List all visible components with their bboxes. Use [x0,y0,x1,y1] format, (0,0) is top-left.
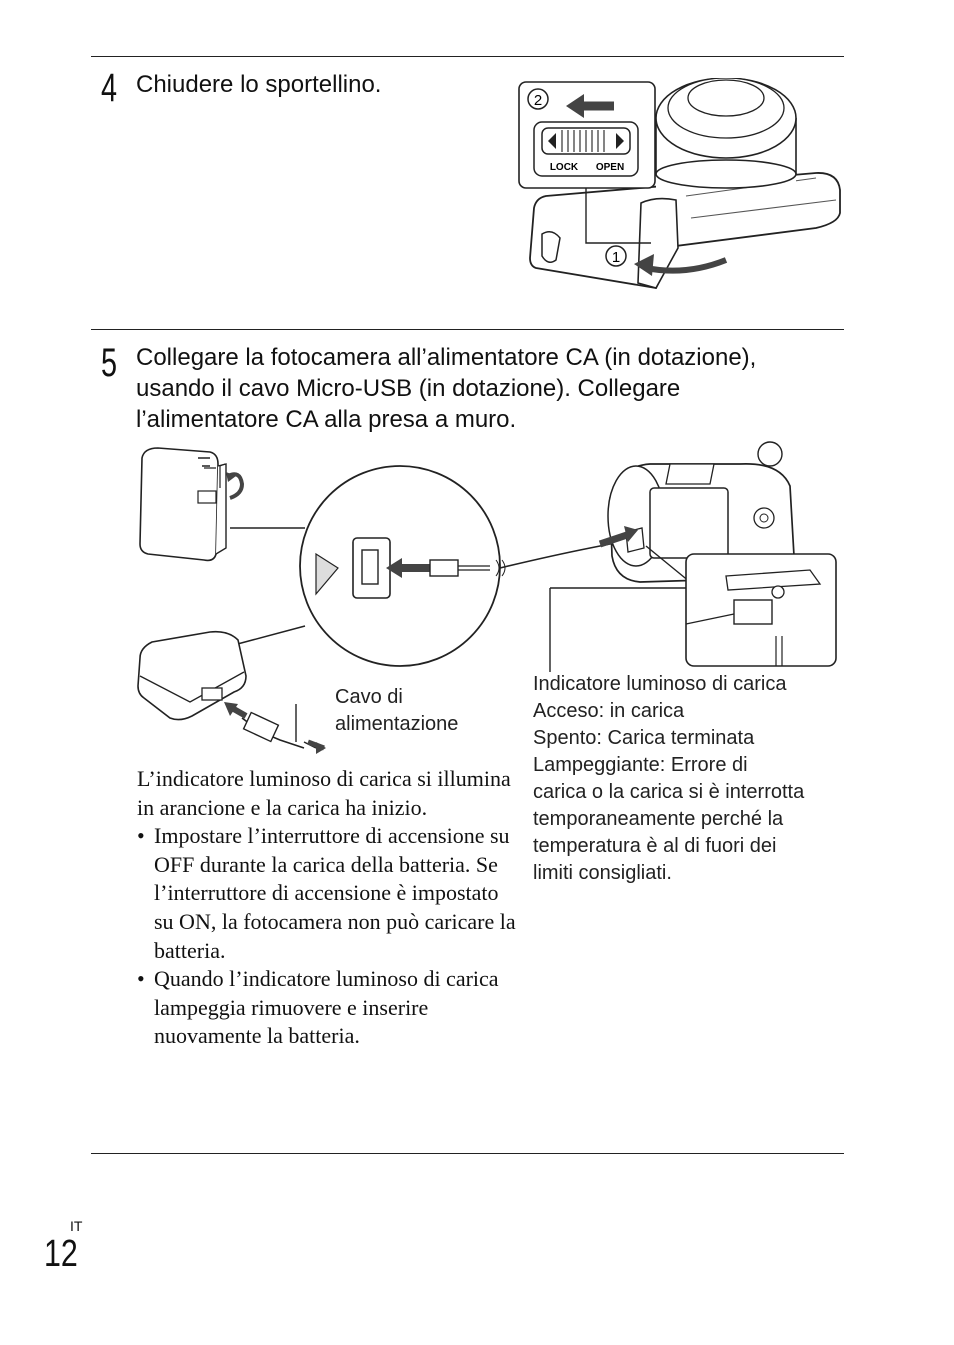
charge-indicator-note [533,671,804,887]
step-4-number: 4 [101,66,118,110]
indicator-note-line: temporaneamente perché la [533,808,784,830]
camera-door-illustration [516,78,846,292]
top-rule [91,56,844,57]
indicator-note-line: temperatura è al di fuori dei [533,835,777,857]
list-item: • Impostare l’interruttore di accensione su OFF durante la carica della batteria. Se l’interruttore di accensione è impostato su ON, la fotocamera non può caricare la batteria. [137,823,516,963]
indicator-note-line: carica o la carica si è interrotta [533,781,805,803]
bullet: • [137,966,145,992]
page-number: 12 [44,1233,78,1275]
indicator-note-line: limiti consigliati. [533,862,672,884]
indicator-note-line: Spento: Carica terminata [533,727,755,749]
indicator-note-line: Indicatore luminoso di carica [533,673,787,695]
step-4-instruction: Chiudere lo sportellino. [136,71,382,98]
lock-label: LOCK [549,162,579,173]
open-label: OPEN [595,162,625,173]
section-divider [91,329,844,330]
step-5-number: 5 [101,341,118,385]
list-item: • Quando l’indicatore luminoso di carica lampeggia rimuovere e inserire nuovamente la batteria. [137,966,499,1049]
indicator-note-line: Acceso: in carica [533,700,685,722]
step-5-line-3: l’alimentatore CA alla presa a muro. [136,406,517,433]
charging-instructions [137,765,517,1051]
intro-paragraph: L’indicatore luminoso di carica si illumina in arancione e la carica ha inizio. [137,766,511,820]
badge-2: 2 [533,92,543,109]
step-5-line-2: usando il cavo Micro-USB (in dotazione). Collegare [136,375,681,402]
power-cable-label: Cavo di alimentazione [335,686,459,735]
badge-1: 1 [611,249,621,266]
indicator-note-line: Lampeggiante: Errore di [533,754,748,776]
notes-list [137,822,517,1051]
language-code: IT [70,1218,83,1234]
step-5-line-1: Collegare la fotocamera all’alimentatore CA (in dotazione), [136,344,757,371]
bullet: • [137,823,145,849]
bottom-rule [91,1153,844,1154]
